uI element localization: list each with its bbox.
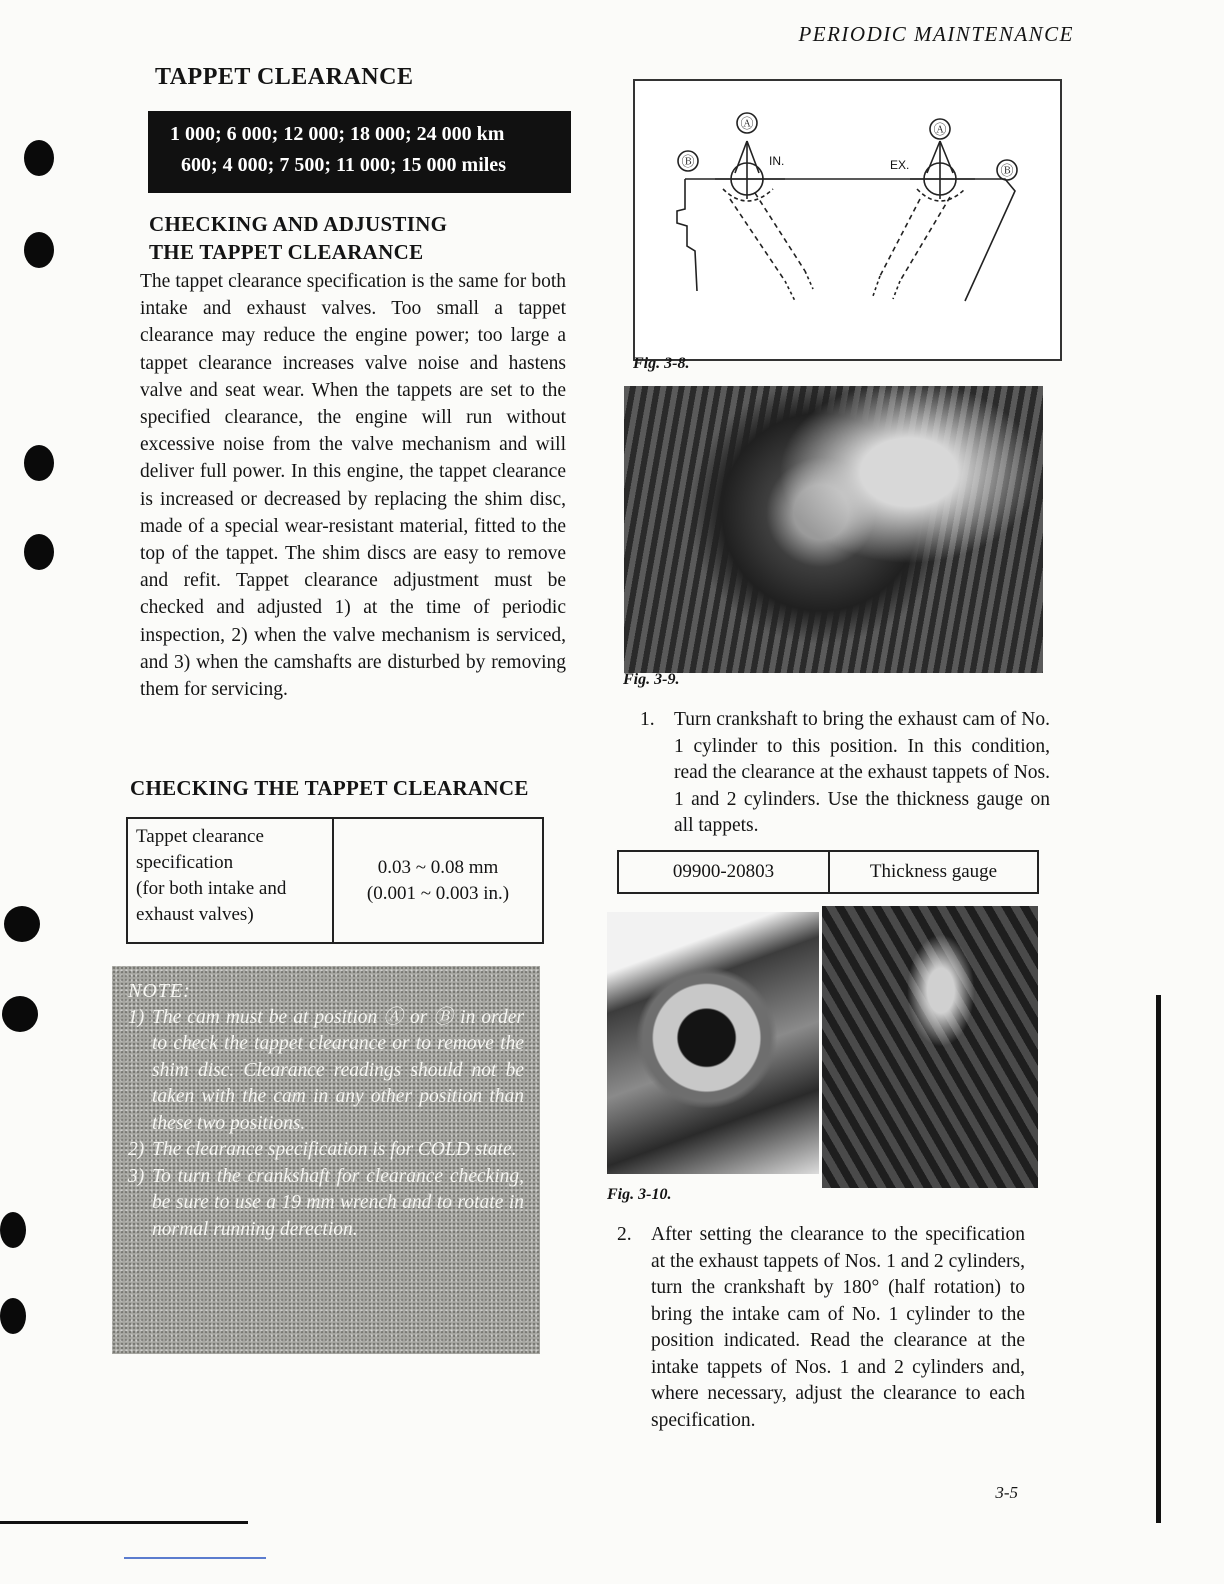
spec-table [126,817,544,944]
spec-label-cell [128,819,334,942]
maintenance-interval-box [148,111,571,193]
page-number: 3-5 [995,1483,1018,1502]
fig-3-10-caption: Fig. 3-10. [607,1186,672,1203]
section-header: PERIODIC MAINTENANCE [798,22,1074,46]
punch-hole [24,140,54,176]
checking-title: CHECKING THE TAPPET CLEARANCE [130,776,529,800]
punch-hole [24,232,54,268]
punch-hole [24,534,54,570]
label-a-exhaust: Ⓐ [933,122,947,137]
label-exhaust: EX. [890,158,910,172]
label-b-intake: Ⓑ [681,154,695,169]
punch-hole [2,996,38,1032]
cam-photo-left-fig-3-10 [607,912,819,1174]
label-b-exhaust: Ⓑ [1000,163,1014,178]
note-box [112,966,540,1354]
step-1 [640,707,1050,840]
cam-diagram-drawing [635,81,1060,359]
page-title: TAPPET CLEARANCE [155,64,414,90]
tool-part-number: 09900-20803 [619,852,830,892]
note-item-text: To turn the crankshaft for clearance checking, be sure to use a 19 mm wrench and to rotate in normal running derection. [152,1165,524,1240]
tool-table [617,850,1039,894]
note-item-number: 3) [128,1165,145,1187]
fig-3-9-caption: Fig. 3-9. [623,671,680,688]
spec-value-cell [334,819,542,942]
interval-miles: 600; 4 000; 7 500; 11 000; 15 000 miles [181,154,506,176]
punch-hole [0,1212,26,1248]
footer-rule [0,1521,248,1524]
cam-position-diagram [633,79,1062,361]
spec-label-line: specification [136,852,234,873]
fig-3-8-caption: Fig. 3-8. [633,355,690,372]
spec-value-in: (0.001 ~ 0.003 in.) [366,882,510,904]
step-number: 2. [617,1224,632,1245]
spec-label-line: exhaust valves) [136,904,254,925]
engine-photo-fig-3-9 [624,386,1043,673]
cam-photo-right-fig-3-10 [822,906,1038,1188]
punch-hole [4,906,40,942]
note-item-text: The cam must be at position Ⓐ or Ⓑ in order to check the tappet clearance or to remove the shim disc. Clearance readings should not be taken with the cam in any other position than these two positions. [152,1006,524,1134]
punch-hole [24,445,54,481]
note-item [128,1005,524,1138]
subtitle-line: CHECKING AND ADJUSTING [149,212,448,236]
spec-label-line: (for both intake and [136,878,287,899]
label-a-intake: Ⓐ [740,116,754,131]
step-text: Turn crankshaft to bring the exhaust cam of No. 1 cylinder to this position. In this condition, read the clearance at the exhaust tappets of Nos. 1 and 2 cylinders. Use the thickness gauge on all tappets. [674,709,1050,836]
label-intake: IN. [769,154,785,168]
spec-value-mm: 0.03 ~ 0.08 mm [377,856,499,878]
note-title: NOTE: [128,980,191,1002]
step-text: After setting the clearance to the specification at the exhaust tappets of Nos. 1 and 2 cylinders, turn the crankshaft by 180° (half rotation) to bring the intake cam of No. 1 cylinder to the position indicated. Read the clearance at the intake tappets of Nos. 1 and 2 cylinders and, where necessary, adjust the clearance to each specification. [651,1224,1025,1431]
subtitle-line: THE TAPPET CLEARANCE [149,240,424,264]
scan-edge-line [1156,995,1161,1523]
note-item [128,1164,524,1244]
scan-artifact-line [124,1557,266,1559]
interval-km: 1 000; 6 000; 12 000; 18 000; 24 000 km [170,123,505,145]
note-item [128,1137,524,1164]
section-subtitle [149,210,447,266]
note-item-text: The clearance specification is for COLD state. [152,1139,517,1160]
note-item-number: 2) [128,1139,145,1160]
step-number: 1. [640,709,655,730]
intro-paragraph: The tappet clearance specification is the same for both intake and exhaust valves. Too small a tappet clearance may reduce the engine power; too large a tappet clearance increases valve noise and hastens valve and seat wear. When the tappets are set to the specified clearance, the engine will run without excessive noise from the valve mechanism and will deliver full power. In this engine, the tappet clearance is increased or decreased by replacing the shim disc, made of a special wear-resistant material, fitted to the top of the tappet. The shim discs are easy to remove and refit. Tappet clearance adjustment must be checked and adjusted 1) at the time of periodic inspection, 2) when the valve mechanism is serviced, and 3) when the camshafts are disturbed by removing them for servicing. [140,271,566,701]
spec-label-line: Tappet clearance [136,826,264,847]
step-2 [617,1222,1025,1434]
punch-hole [0,1298,26,1334]
tool-name: Thickness gauge [869,861,998,882]
note-item-number: 1) [128,1006,145,1028]
